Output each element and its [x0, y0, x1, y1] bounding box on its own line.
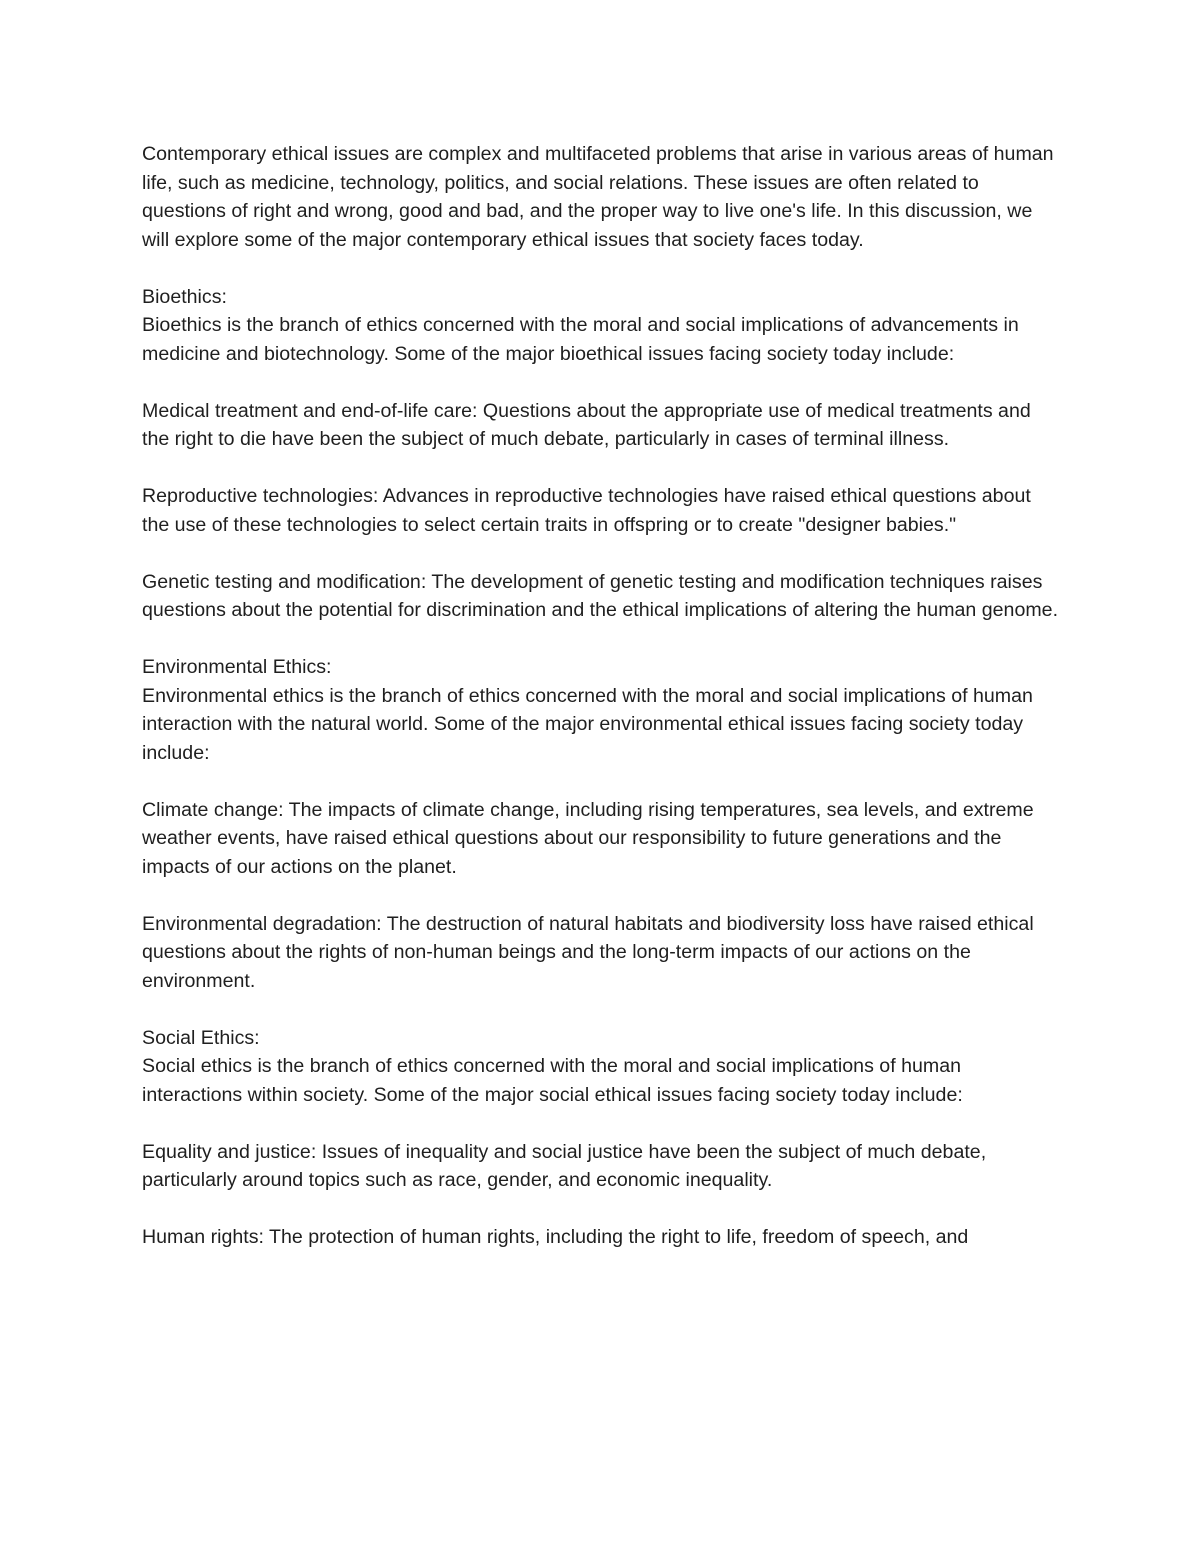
environmental-intro: Environmental ethics is the branch of ethics concerned with the moral and social implications of human interaction with the natural world. Some of the major environmental ethical issues facing society today include:: [142, 684, 1033, 764]
social-item-human-rights: Human rights: The protection of human rights, including the right to life, freedom of speech, and: [142, 1226, 969, 1248]
environmental-item-degradation: Environmental degradation: The destruction of natural habitats and biodiversity loss have raised ethical questions about the rights of non-human beings and the long-term impacts of our actions on the environment.: [142, 912, 1034, 992]
bioethics-heading: Bioethics:: [142, 285, 227, 308]
social-intro: Social ethics is the branch of ethics concerned with the moral and social implications of human interactions within society. Some of the major social ethical issues facing society today include:: [142, 1055, 963, 1106]
document-body: [142, 140, 1062, 1280]
bioethics-item-medical: Medical treatment and end-of-life care: Questions about the appropriate use of medical treatments and the right to die have been the subject of much debate, particularly in cases of terminal illness.: [142, 399, 1031, 450]
intro-paragraph: Contemporary ethical issues are complex and multifaceted problems that arise in various areas of human life, such as medicine, technology, politics, and social relations. These issues are often related to questions of right and wrong, good and bad, and the proper way to live one's life. In this discussion, we will explore some of the major contemporary ethical issues that society faces today.: [142, 143, 1054, 251]
environmental-heading: Environmental Ethics:: [142, 656, 332, 678]
social-heading: Social Ethics:: [142, 1026, 260, 1049]
bioethics-item-reproductive: Reproductive technologies: Advances in reproductive technologies have raised ethical questions about the use of these technologies to select certain traits in offspring or to create "designer babies.": [142, 485, 1031, 536]
social-item-equality: Equality and justice: Issues of inequality and social justice have been the subject of much debate, particularly around topics such as race, gender, and economic inequality.: [142, 1140, 987, 1191]
environmental-item-climate: Climate change: The impacts of climate change, including rising temperatures, sea levels, and extreme weather events, have raised ethical questions about our responsibility to future generations and the impacts of our actions on the planet.: [142, 798, 1034, 878]
bioethics-intro: Bioethics is the branch of ethics concerned with the moral and social implications of advancements in medicine and biotechnology. Some of the major bioethical issues facing society today include:: [142, 314, 1019, 365]
bioethics-item-genetic: Genetic testing and modification: The development of genetic testing and modification techniques raises questions about the potential for discrimination and the ethical implications of altering the human genome.: [142, 570, 1059, 621]
